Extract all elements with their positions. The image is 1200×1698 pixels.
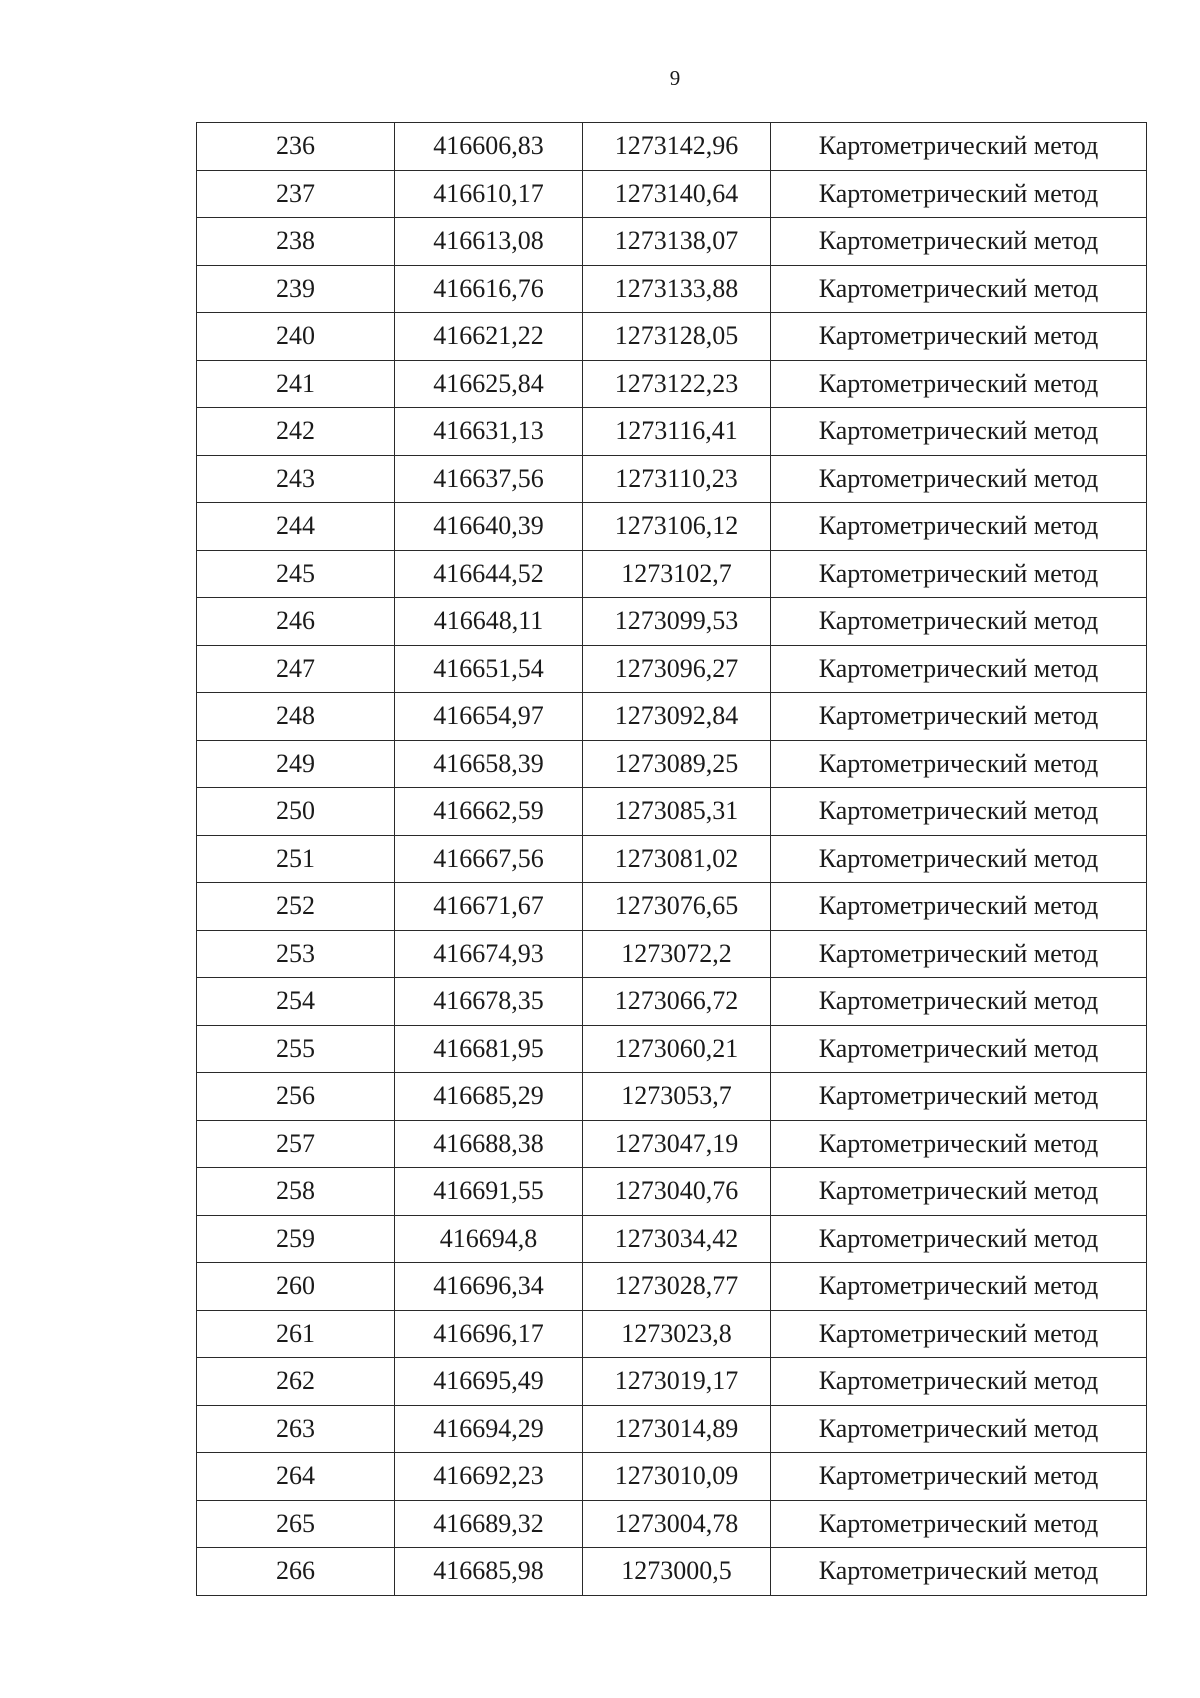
x-coordinate-cell: 416621,22 — [395, 313, 583, 361]
method-cell: Картометрический метод — [771, 1358, 1147, 1406]
x-coordinate-cell: 416681,95 — [395, 1025, 583, 1073]
table-row — [197, 1500, 1147, 1548]
method-cell: Картометрический метод — [771, 218, 1147, 266]
point-number-cell: 248 — [197, 693, 395, 741]
table-row — [197, 1168, 1147, 1216]
table-row — [197, 1405, 1147, 1453]
method-cell: Картометрический метод — [771, 1025, 1147, 1073]
method-cell: Картометрический метод — [771, 360, 1147, 408]
y-coordinate-cell: 1273010,09 — [583, 1453, 771, 1501]
y-coordinate-cell: 1273053,7 — [583, 1073, 771, 1121]
point-number-cell: 251 — [197, 835, 395, 883]
point-number-cell: 259 — [197, 1215, 395, 1263]
point-number-cell: 236 — [197, 123, 395, 171]
y-coordinate-cell: 1273085,31 — [583, 788, 771, 836]
point-number-cell: 258 — [197, 1168, 395, 1216]
y-coordinate-cell: 1273076,65 — [583, 883, 771, 931]
method-cell: Картометрический метод — [771, 978, 1147, 1026]
point-number-cell: 263 — [197, 1405, 395, 1453]
x-coordinate-cell: 416696,34 — [395, 1263, 583, 1311]
page-number: 9 — [669, 66, 681, 90]
method-cell: Картометрический метод — [771, 788, 1147, 836]
point-number-cell: 262 — [197, 1358, 395, 1406]
method-cell: Картометрический метод — [771, 550, 1147, 598]
point-number-cell: 246 — [197, 598, 395, 646]
point-number-cell: 265 — [197, 1500, 395, 1548]
x-coordinate-cell: 416651,54 — [395, 645, 583, 693]
method-cell: Картометрический метод — [771, 1500, 1147, 1548]
x-coordinate-cell: 416671,67 — [395, 883, 583, 931]
x-coordinate-cell: 416692,23 — [395, 1453, 583, 1501]
point-number-cell: 260 — [197, 1263, 395, 1311]
method-cell: Картометрический метод — [771, 930, 1147, 978]
x-coordinate-cell: 416644,52 — [395, 550, 583, 598]
point-number-cell: 252 — [197, 883, 395, 931]
point-number-cell: 250 — [197, 788, 395, 836]
method-cell: Картометрический метод — [771, 503, 1147, 551]
method-cell: Картометрический метод — [771, 693, 1147, 741]
y-coordinate-cell: 1273092,84 — [583, 693, 771, 741]
y-coordinate-cell: 1273116,41 — [583, 408, 771, 456]
table-row — [197, 170, 1147, 218]
table-row — [197, 740, 1147, 788]
x-coordinate-cell: 416695,49 — [395, 1358, 583, 1406]
method-cell: Картометрический метод — [771, 883, 1147, 931]
y-coordinate-cell: 1273034,42 — [583, 1215, 771, 1263]
x-coordinate-cell: 416685,29 — [395, 1073, 583, 1121]
method-cell: Картометрический метод — [771, 1263, 1147, 1311]
y-coordinate-cell: 1273081,02 — [583, 835, 771, 883]
point-number-cell: 247 — [197, 645, 395, 693]
method-cell: Картометрический метод — [771, 408, 1147, 456]
x-coordinate-cell: 416613,08 — [395, 218, 583, 266]
y-coordinate-cell: 1273072,2 — [583, 930, 771, 978]
table-row — [197, 1453, 1147, 1501]
table-row — [197, 645, 1147, 693]
x-coordinate-cell: 416654,97 — [395, 693, 583, 741]
table-row — [197, 1025, 1147, 1073]
table-row — [197, 930, 1147, 978]
x-coordinate-cell: 416606,83 — [395, 123, 583, 171]
point-number-cell: 239 — [197, 265, 395, 313]
table-row — [197, 1120, 1147, 1168]
y-coordinate-cell: 1273019,17 — [583, 1358, 771, 1406]
y-coordinate-cell: 1273028,77 — [583, 1263, 771, 1311]
table-row — [197, 1548, 1147, 1596]
x-coordinate-cell: 416637,56 — [395, 455, 583, 503]
method-cell: Картометрический метод — [771, 1548, 1147, 1596]
point-number-cell: 261 — [197, 1310, 395, 1358]
point-number-cell: 240 — [197, 313, 395, 361]
method-cell: Картометрический метод — [771, 1405, 1147, 1453]
x-coordinate-cell: 416689,32 — [395, 1500, 583, 1548]
table-row — [197, 978, 1147, 1026]
x-coordinate-cell: 416694,29 — [395, 1405, 583, 1453]
table-row — [197, 550, 1147, 598]
point-number-cell: 254 — [197, 978, 395, 1026]
method-cell: Картометрический метод — [771, 1168, 1147, 1216]
x-coordinate-cell: 416696,17 — [395, 1310, 583, 1358]
method-cell: Картометрический метод — [771, 170, 1147, 218]
table-row — [197, 1310, 1147, 1358]
x-coordinate-cell: 416631,13 — [395, 408, 583, 456]
point-number-cell: 241 — [197, 360, 395, 408]
point-number-cell: 242 — [197, 408, 395, 456]
x-coordinate-cell: 416625,84 — [395, 360, 583, 408]
table-row — [197, 218, 1147, 266]
table-row — [197, 503, 1147, 551]
point-number-cell: 249 — [197, 740, 395, 788]
coordinates-table-body — [197, 123, 1147, 1596]
table-row — [197, 835, 1147, 883]
table-row — [197, 1358, 1147, 1406]
y-coordinate-cell: 1273133,88 — [583, 265, 771, 313]
table-row — [197, 265, 1147, 313]
method-cell: Картометрический метод — [771, 265, 1147, 313]
method-cell: Картометрический метод — [771, 1120, 1147, 1168]
table-row — [197, 883, 1147, 931]
method-cell: Картометрический метод — [771, 1310, 1147, 1358]
y-coordinate-cell: 1273138,07 — [583, 218, 771, 266]
point-number-cell: 243 — [197, 455, 395, 503]
x-coordinate-cell: 416674,93 — [395, 930, 583, 978]
y-coordinate-cell: 1273096,27 — [583, 645, 771, 693]
method-cell: Картометрический метод — [771, 1215, 1147, 1263]
point-number-cell: 266 — [197, 1548, 395, 1596]
y-coordinate-cell: 1273004,78 — [583, 1500, 771, 1548]
y-coordinate-cell: 1273023,8 — [583, 1310, 771, 1358]
table-row — [197, 313, 1147, 361]
table-row — [197, 788, 1147, 836]
method-cell: Картометрический метод — [771, 1073, 1147, 1121]
y-coordinate-cell: 1273128,05 — [583, 313, 771, 361]
table-row — [197, 1073, 1147, 1121]
table-row — [197, 1263, 1147, 1311]
x-coordinate-cell: 416694,8 — [395, 1215, 583, 1263]
method-cell: Картометрический метод — [771, 1453, 1147, 1501]
point-number-cell: 245 — [197, 550, 395, 598]
y-coordinate-cell: 1273014,89 — [583, 1405, 771, 1453]
y-coordinate-cell: 1273060,21 — [583, 1025, 771, 1073]
y-coordinate-cell: 1273106,12 — [583, 503, 771, 551]
point-number-cell: 264 — [197, 1453, 395, 1501]
point-number-cell: 256 — [197, 1073, 395, 1121]
y-coordinate-cell: 1273047,19 — [583, 1120, 771, 1168]
method-cell: Картометрический метод — [771, 313, 1147, 361]
y-coordinate-cell: 1273140,64 — [583, 170, 771, 218]
y-coordinate-cell: 1273099,53 — [583, 598, 771, 646]
method-cell: Картометрический метод — [771, 598, 1147, 646]
x-coordinate-cell: 416691,55 — [395, 1168, 583, 1216]
coordinates-table — [196, 122, 1147, 1596]
method-cell: Картометрический метод — [771, 740, 1147, 788]
table-row — [197, 123, 1147, 171]
x-coordinate-cell: 416685,98 — [395, 1548, 583, 1596]
method-cell: Картометрический метод — [771, 645, 1147, 693]
method-cell: Картометрический метод — [771, 123, 1147, 171]
table-row — [197, 1215, 1147, 1263]
table-row — [197, 360, 1147, 408]
table-row — [197, 455, 1147, 503]
y-coordinate-cell: 1273066,72 — [583, 978, 771, 1026]
point-number-cell: 244 — [197, 503, 395, 551]
point-number-cell: 257 — [197, 1120, 395, 1168]
x-coordinate-cell: 416658,39 — [395, 740, 583, 788]
x-coordinate-cell: 416688,38 — [395, 1120, 583, 1168]
x-coordinate-cell: 416648,11 — [395, 598, 583, 646]
x-coordinate-cell: 416640,39 — [395, 503, 583, 551]
table-row — [197, 408, 1147, 456]
method-cell: Картометрический метод — [771, 835, 1147, 883]
y-coordinate-cell: 1273040,76 — [583, 1168, 771, 1216]
y-coordinate-cell: 1273122,23 — [583, 360, 771, 408]
x-coordinate-cell: 416662,59 — [395, 788, 583, 836]
method-cell: Картометрический метод — [771, 455, 1147, 503]
point-number-cell: 237 — [197, 170, 395, 218]
y-coordinate-cell: 1273110,23 — [583, 455, 771, 503]
y-coordinate-cell: 1273142,96 — [583, 123, 771, 171]
x-coordinate-cell: 416678,35 — [395, 978, 583, 1026]
point-number-cell: 253 — [197, 930, 395, 978]
table-row — [197, 693, 1147, 741]
y-coordinate-cell: 1273089,25 — [583, 740, 771, 788]
x-coordinate-cell: 416667,56 — [395, 835, 583, 883]
point-number-cell: 238 — [197, 218, 395, 266]
x-coordinate-cell: 416610,17 — [395, 170, 583, 218]
point-number-cell: 255 — [197, 1025, 395, 1073]
table-row — [197, 598, 1147, 646]
x-coordinate-cell: 416616,76 — [395, 265, 583, 313]
y-coordinate-cell: 1273102,7 — [583, 550, 771, 598]
y-coordinate-cell: 1273000,5 — [583, 1548, 771, 1596]
